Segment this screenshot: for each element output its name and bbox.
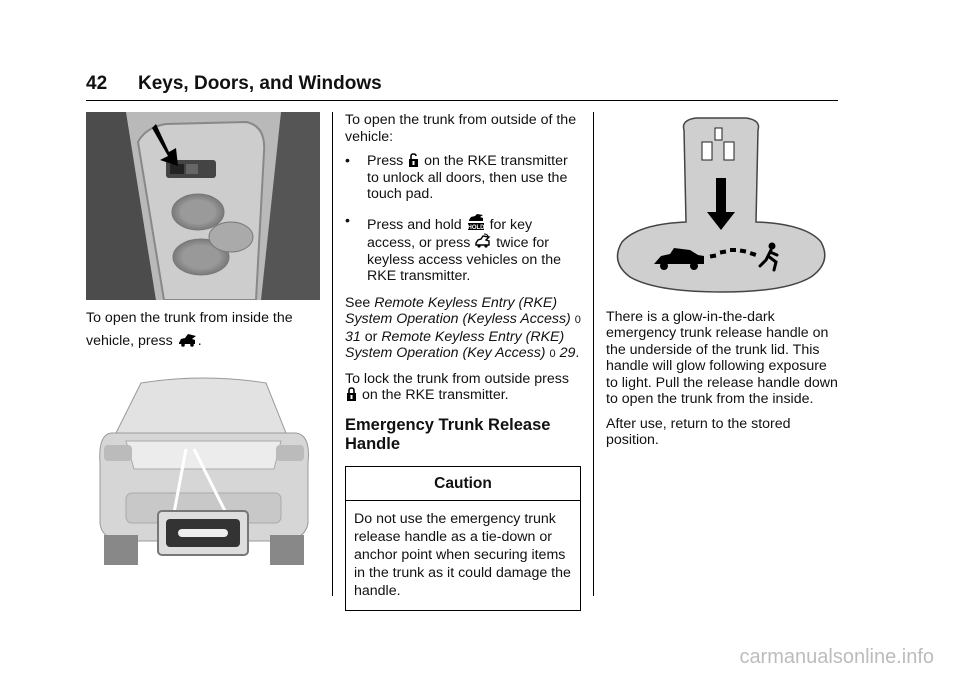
caution-box (345, 466, 581, 612)
page-ref-29[interactable]: 29 (559, 345, 576, 361)
watermark: carmanualsonline.info (739, 646, 934, 668)
link-rke-keyless[interactable]: Remote Keyless Entry (RKE) System Operation (Keyless Access) (345, 294, 571, 327)
after-use-text: After use, return to the stored position. (606, 415, 791, 448)
inside-text-a: To open the trunk from inside the (86, 310, 293, 326)
see-reference: See Remote Keyless Entry (RKE) System Operation (Keyless Access) 0 31 or Remote Keyless Entry (RKE) System Operation (Key Access) 0 29. (345, 294, 581, 361)
page-number: 42 (86, 73, 108, 94)
column-divider-2 (593, 112, 594, 596)
outside-intro: To open the trunk from outside of the vehicle: (345, 112, 577, 145)
caution-body: Do not use the emergency trunk release handle as a tie-down or anchor point when securing items in the trunk as it could damage the handle. (354, 511, 571, 599)
bullet-hold: • Press and hold HOLD for key access, or press twice for keyless access vehicles on the RKE transmitter. (345, 212, 561, 284)
column-left: To open the trunk from inside the vehicle, press . (86, 112, 320, 574)
svg-text:HOLD: HOLD (467, 224, 485, 231)
page-ref-31[interactable]: 31 (345, 328, 361, 345)
lock-instructions: To lock the trunk from outside press on the RKE transmitter. (345, 370, 569, 403)
interior-trunk-button-photo (86, 112, 320, 300)
column-middle (345, 112, 581, 611)
lock-icon (346, 387, 357, 401)
rear-trunk-release-illustration (86, 373, 320, 569)
inside-text-b: vehicle, press (86, 332, 173, 349)
glow-description: There is a glow-in-the-dark emergency trunk release handle on the underside of the trunk lid. This handle will glow following exposure to light. Pull the release handle down to open the trunk from the inside. (606, 308, 838, 407)
trunk-hold-icon (467, 213, 485, 231)
section-heading: Emergency Trunk Release Handle (345, 415, 551, 453)
column-right (606, 112, 838, 457)
car-trunk-open-icon (178, 333, 197, 347)
caution-title: Caution (346, 467, 580, 502)
keyless-trunk-icon (475, 233, 491, 249)
page-header (86, 70, 838, 101)
link-rke-key[interactable]: Remote Keyless Entry (RKE) System Operation (Key Access) (345, 328, 565, 361)
column-divider-1 (332, 112, 333, 596)
page-title: Keys, Doors, and Windows (138, 73, 382, 94)
emergency-release-handle-illustration (606, 112, 838, 296)
unlock-icon (408, 153, 419, 167)
bullet-unlock: • Press on the RKE transmitter to unlock all doors, then use the touch pad. (345, 153, 568, 202)
